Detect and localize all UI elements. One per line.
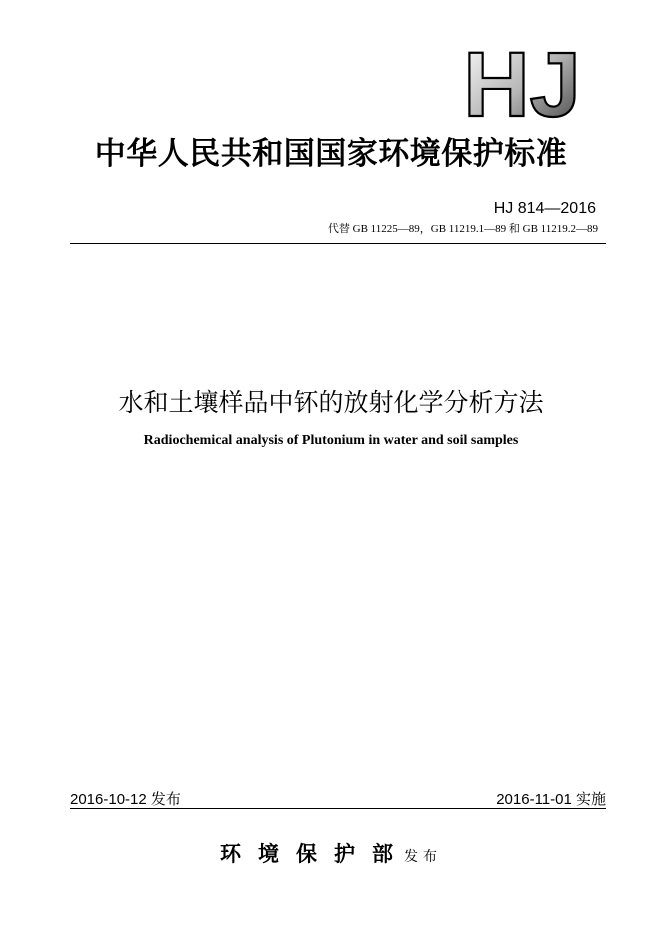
issuer-name: 环境保护部	[220, 841, 410, 866]
standard-number: HJ 814—2016	[493, 200, 596, 217]
issue-date: 2016-10-12 发布	[70, 791, 181, 808]
replaces-note: 代替 GB 11225—89，GB 11219.1—89 和 GB 11219.2—89	[327, 223, 598, 235]
issuer-line	[0, 838, 662, 868]
issuer-suffix: 发布	[404, 849, 442, 865]
org-title: 中华人民共和国国家环境保护标准	[94, 136, 568, 172]
footer-divider	[70, 808, 606, 809]
hj-logo	[452, 44, 592, 122]
document-title-chinese: 水和土壤样品中钚的放射化学分析方法	[118, 388, 544, 417]
header-divider	[70, 243, 606, 244]
implementation-date: 2016-11-01 实施	[496, 791, 606, 808]
document-title-english: Radiochemical analysis of Plutonium in water and soil samples	[143, 433, 519, 448]
logo-letters: HJ	[463, 44, 581, 122]
